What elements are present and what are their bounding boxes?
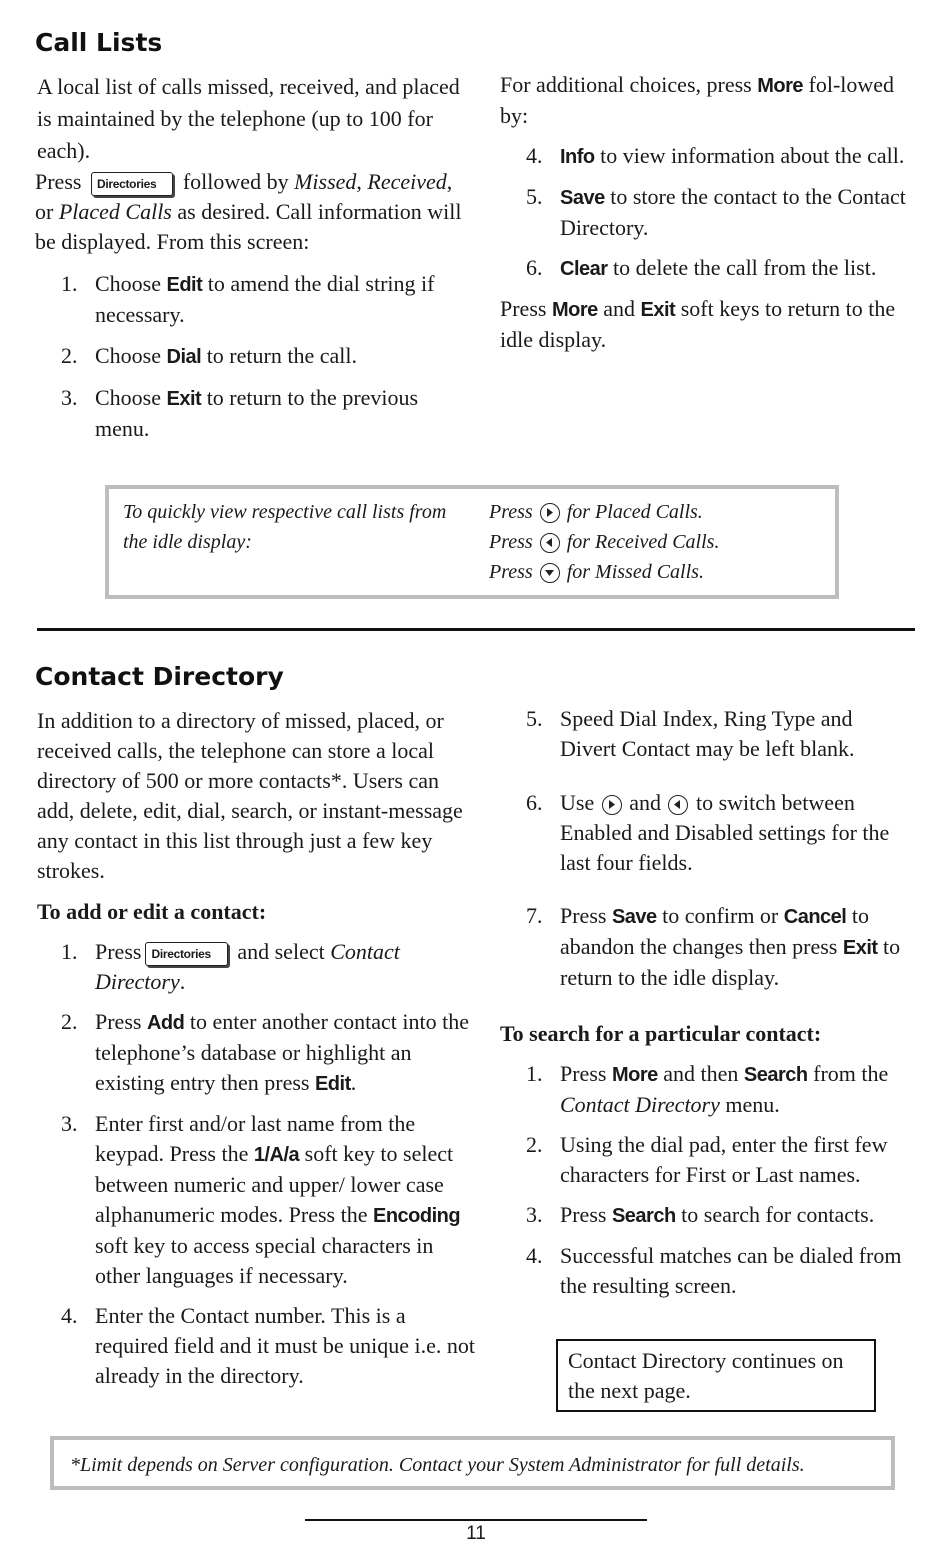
soft-key: Save <box>560 187 605 209</box>
list-item: 3. Press Search to search for contacts. <box>526 1202 875 1227</box>
footnote-box <box>50 1436 895 1490</box>
list-item: 2. Choose Dial to return the call. <box>61 343 357 368</box>
soft-key: Exit <box>166 388 202 410</box>
return-to-idle: Press More and Exit soft keys to return to the idle display. <box>500 296 896 352</box>
call-lists-left-column <box>35 71 475 444</box>
soft-key: Cancel <box>783 906 847 928</box>
soft-key: 1/A/a <box>253 1144 300 1166</box>
call-lists-intro: A local list of calls missed, received, and placed is maintained by the telephone (up to 100 for each). <box>37 74 460 163</box>
page-number: 11 <box>466 1523 486 1544</box>
list-item: 5. Speed Dial Index, Ring Type and Divert Contact may be left blank. <box>526 706 855 761</box>
right-arrow-icon <box>602 795 622 815</box>
tip-line-missed: Press for Missed Calls. <box>489 561 704 583</box>
footer-rule <box>305 1519 647 1521</box>
tip-line-received: Press for Received Calls. <box>489 531 720 553</box>
directories-key: Directories <box>145 942 227 966</box>
list-item: 1. Press Directories and select Contact Directory. <box>61 939 400 994</box>
list-item: 5. Save to store the contact to the Contact Directory. <box>526 184 906 240</box>
search-heading: To search for a particular contact: <box>500 1021 822 1046</box>
list-item: 4. Successful matches can be dialed from the resulting screen. <box>526 1243 902 1298</box>
soft-key: Edit <box>314 1073 351 1095</box>
list-item: 6. Use and to switch between Enabled and Disabled settings for the last four fields. <box>526 790 890 875</box>
list-item: 3. Choose Exit to return to the previous menu. <box>61 385 419 441</box>
contact-directory-left-column <box>37 706 477 1391</box>
contact-directory-title: Contact Directory <box>35 662 284 691</box>
soft-key: Dial <box>166 346 202 368</box>
left-arrow-icon <box>668 795 688 815</box>
soft-key: More <box>611 1064 658 1086</box>
soft-key: Edit <box>166 274 203 296</box>
list-item: 2. Press Add to enter another contact into the telephone’s database or highlight an existing entry then press Edit. <box>61 1009 470 1095</box>
call-lists-steps <box>35 269 475 444</box>
soft-key: Clear <box>560 258 608 280</box>
continues-note-box <box>556 1339 876 1412</box>
soft-key: Encoding <box>373 1205 461 1227</box>
soft-key: Search <box>611 1205 676 1227</box>
soft-key: Exit <box>842 937 878 959</box>
tip-line-placed: Press for Placed Calls. <box>489 501 703 523</box>
list-item: 7. Press Save to confirm or Cancel to abandon the changes then press Exit to return to the idle display. <box>526 903 901 990</box>
search-steps <box>500 1059 912 1301</box>
left-arrow-icon <box>540 533 560 553</box>
soft-key: Search <box>743 1064 808 1086</box>
soft-key: Save <box>611 906 657 928</box>
tip-description: To quickly view respective call lists from the idle display: <box>123 501 447 553</box>
list-item: 2. Using the dial pad, enter the first few characters for First or Last names. <box>526 1132 888 1187</box>
list-item: 3. Enter first and/or last name from the keypad. Press the 1/A/a soft key to select between numeric and upper/ lower case alphanumeric modes. Press the Encoding soft key to access special characters in other languages if necessary. <box>61 1111 461 1288</box>
soft-key: Add <box>146 1012 185 1034</box>
additional-choices: For additional choices, press More fol-lowed by: <box>500 72 895 128</box>
soft-key: More <box>551 299 598 321</box>
add-edit-steps-continued <box>500 704 912 993</box>
list-item: 1. Press More and then Search from the Contact Directory menu. <box>526 1061 889 1117</box>
list-item: 6. Clear to delete the call from the list. <box>526 255 877 280</box>
section-divider <box>37 628 915 631</box>
directories-key: Directories <box>91 172 173 196</box>
list-item: 4. Enter the Contact number. This is a required field and it must be unique i.e. not already in the directory. <box>61 1303 476 1388</box>
contact-directory-right-column <box>500 704 912 1301</box>
contact-directory-intro: In addition to a directory of missed, placed, or received calls, the telephone can store a local directory of 500 or more contacts*. Users can add, delete, edit, dial, search, or instant-message any contact in this list through just a few key strokes. <box>37 708 463 883</box>
list-item: 4. Info to view information about the call. <box>526 143 905 168</box>
soft-key: More <box>757 75 804 97</box>
soft-key: Info <box>560 146 595 168</box>
add-edit-steps <box>35 937 477 1391</box>
call-lists-press-paragraph: Press Directories followed by Missed, Received, or Placed Calls as desired. Call information will be displayed. From this screen: <box>35 169 462 254</box>
soft-key: Exit <box>640 299 676 321</box>
quick-view-tip-box <box>105 485 839 599</box>
down-arrow-icon <box>540 563 560 583</box>
right-arrow-icon <box>540 503 560 523</box>
call-lists-right-column <box>500 70 910 355</box>
call-lists-title: Call Lists <box>35 28 163 57</box>
tip-shortcuts <box>489 497 829 587</box>
call-lists-more-steps <box>500 141 910 284</box>
continues-note: Contact Directory continues on the next page. <box>568 1348 844 1403</box>
footnote-text: *Limit depends on Server configuration. Contact your System Administrator for full details. <box>70 1454 805 1476</box>
list-item: 1. Choose Edit to amend the dial string if necessary. <box>61 271 435 327</box>
add-edit-heading: To add or edit a contact: <box>37 899 267 924</box>
